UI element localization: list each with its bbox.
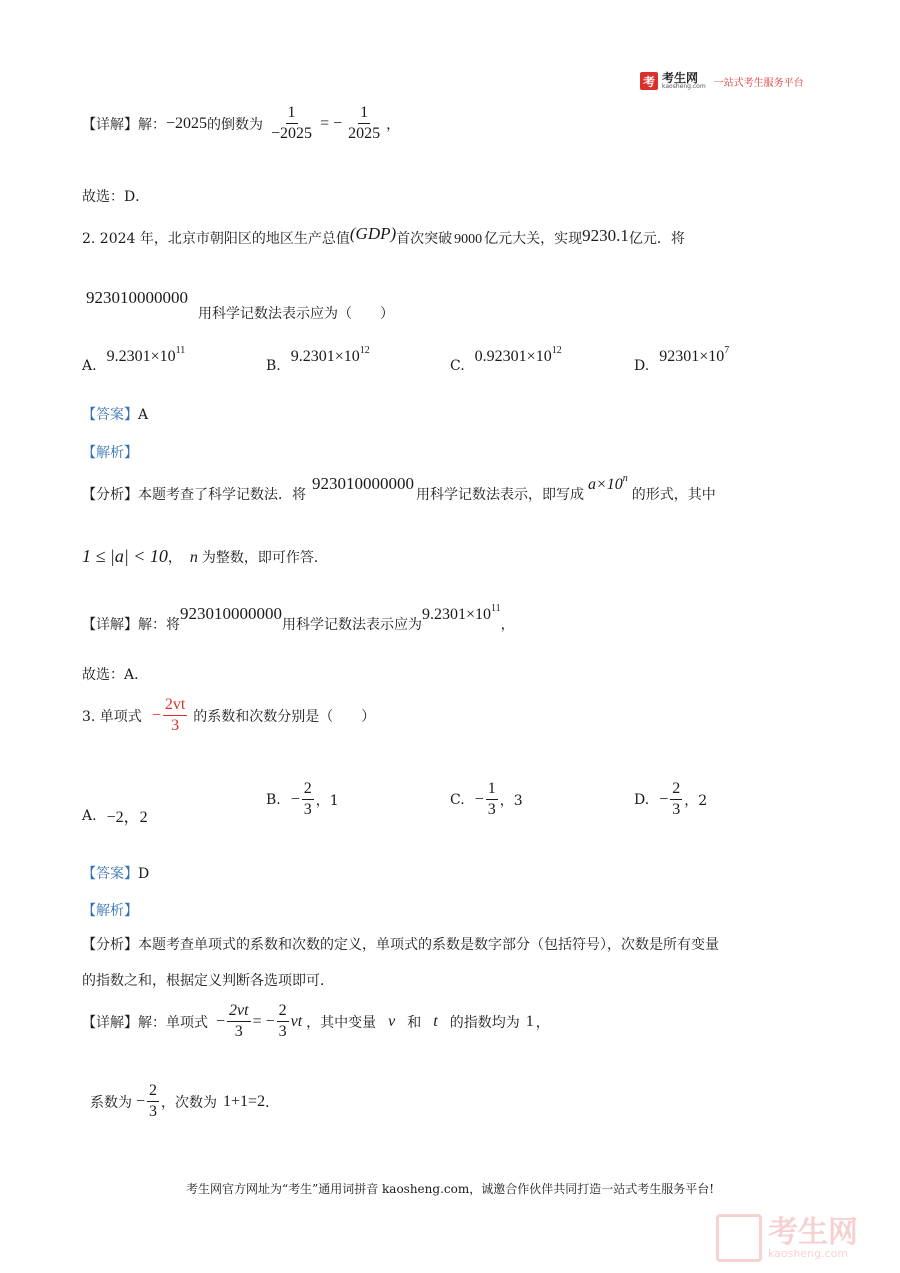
text: 亿元大关，实现 — [484, 231, 583, 247]
option-letter: D. — [634, 358, 650, 374]
option-letter: B. — [266, 791, 281, 808]
option-tail: ，3 — [499, 792, 523, 809]
q3-answer — [82, 863, 149, 883]
text: 系数为 — [90, 1094, 132, 1111]
big-number: 923010000000 — [180, 604, 282, 623]
punct: ． — [265, 1094, 280, 1111]
numerator: 1 — [286, 104, 298, 124]
fraction — [486, 780, 498, 820]
big-number: 923010000000 — [312, 474, 414, 493]
q2-detail-line — [82, 604, 515, 634]
option-letter: B. — [266, 358, 281, 374]
text: 和 — [407, 1014, 422, 1031]
numerator: 2vt — [163, 696, 187, 716]
gdp: (GDP) — [349, 224, 397, 243]
text: 用科学记数法表示应为 — [282, 617, 422, 633]
exp: 11 — [175, 345, 186, 356]
base: 9.2301×10 — [422, 606, 492, 623]
minus: − — [290, 790, 300, 808]
analysis-label: 【解析】 — [82, 903, 138, 919]
q3-coef-line — [90, 1082, 279, 1122]
text: 本题考查单项式的系数和次数的定义，单项式的系数是数字部分（包括符号），次数是所有变量 — [138, 937, 719, 953]
q3-stem-text: 3. 单项式 — [82, 708, 142, 725]
fraction — [269, 104, 314, 144]
option-letter: D. — [634, 791, 650, 808]
sci-form — [588, 473, 628, 494]
text: 的系数和次数分别是（ ） — [193, 708, 376, 725]
fraction — [147, 1082, 159, 1122]
numerator: 2 — [147, 1082, 159, 1102]
fraction — [227, 1002, 251, 1042]
fenxi-label: 【分析】 — [82, 487, 138, 503]
fraction — [346, 104, 382, 144]
minus: − — [216, 1012, 226, 1030]
q3-option-d[interactable] — [634, 780, 707, 820]
denominator: 3 — [234, 1023, 243, 1041]
text: 的指数均为 — [449, 1014, 520, 1031]
exp: n — [622, 473, 628, 484]
var-t: t — [433, 1012, 438, 1030]
option-letter: A. — [82, 807, 97, 824]
expression: 1+1=2 — [223, 1092, 266, 1110]
watermark-text — [768, 1214, 858, 1260]
var-v: v — [388, 1012, 396, 1030]
q3-fenxi-line1 — [82, 934, 719, 954]
watermark-logo-icon — [716, 1214, 762, 1262]
number: −2025 — [166, 114, 208, 132]
text: ，次数为 — [161, 1094, 218, 1111]
answer-label: 【答案】 — [82, 866, 138, 882]
q2-condition-line — [82, 546, 328, 567]
numerator: 1 — [486, 780, 498, 800]
footer-text: 考生网官方网址为“考生”通用词拼音 kaosheng.com，诚邀合作伙伴共同打造一站式考生服务平台! — [185, 1182, 715, 1196]
fraction — [670, 780, 682, 820]
number: 9000 — [454, 232, 483, 247]
option-letter: C. — [450, 791, 465, 808]
text: 本题考查了科学记数法．将 — [138, 487, 306, 503]
base: a×10 — [588, 476, 623, 493]
numerator: 2 — [670, 780, 682, 800]
punct: ， — [386, 116, 401, 133]
text: 的形式，其中 — [631, 487, 716, 503]
option-value — [290, 345, 370, 366]
text: 为整数，即可作答． — [201, 550, 328, 566]
answer-value: D — [138, 866, 150, 882]
option-value — [659, 345, 730, 366]
q3-stem — [82, 696, 375, 736]
fenxi-label: 【分析】 — [82, 937, 138, 953]
sci-result — [422, 603, 501, 624]
option-letter: A. — [82, 358, 97, 374]
q2-option-a[interactable] — [82, 345, 186, 374]
exp: 7 — [724, 345, 730, 356]
logo-wordmark — [662, 72, 706, 90]
q3-fenxi-line2: 的指数之和，根据定义判断各选项即可． — [82, 973, 334, 989]
vt: vt — [290, 1012, 303, 1030]
base: 9.2301×10 — [106, 348, 176, 365]
option-value — [474, 345, 562, 366]
option-tail: ，2 — [684, 792, 708, 809]
option-tail: ，1 — [315, 792, 339, 809]
text: 亿元．将 — [628, 231, 685, 247]
q2-stem-line1 — [82, 224, 685, 248]
punct: ， — [535, 1014, 550, 1031]
numerator: 1 — [358, 104, 370, 124]
q2-option-c[interactable] — [450, 345, 562, 374]
detail-label: 【详解】 — [82, 1014, 138, 1031]
watermark — [716, 1214, 858, 1262]
base: 0.92301×10 — [474, 348, 552, 365]
option-value: −2，2 — [106, 809, 148, 826]
q1-detail-line — [82, 104, 400, 144]
number: 1 — [525, 1012, 534, 1030]
denominator: −2025 — [271, 125, 313, 143]
punct: ， — [167, 550, 182, 566]
text: 解：单项式 — [138, 1014, 208, 1031]
text: ，其中变量 — [306, 1014, 377, 1031]
text: 的倒数为 — [207, 116, 264, 133]
denominator: 3 — [278, 1023, 287, 1041]
q2-choose: 故选：A． — [82, 667, 149, 683]
logo-en: kaosheng.com — [662, 83, 706, 90]
q3-option-a[interactable] — [82, 804, 148, 827]
text: 用科学记数法表示，即写成 — [416, 487, 584, 503]
minus: − — [136, 1092, 146, 1110]
watermark-cn: 考生网 — [768, 1214, 858, 1250]
detail-label: 【详解】 — [82, 617, 138, 633]
q2-answer — [82, 404, 148, 424]
detail-label: 【详解】 — [82, 116, 138, 133]
option-letter: C. — [450, 358, 465, 374]
q2-fenxi-line — [82, 474, 716, 504]
header-logo — [640, 72, 804, 90]
logo-mark-icon: 考 — [640, 72, 658, 90]
q3-option-b[interactable] — [266, 780, 339, 820]
q2-stem-line2: 用科学记数法表示应为（ ） — [198, 306, 394, 322]
equals: = − — [252, 1012, 275, 1030]
fraction — [277, 1002, 289, 1042]
minus: − — [659, 790, 669, 808]
answer-value: A — [138, 407, 149, 423]
q2-stem-text: 2. 2024 年，北京市朝阳区的地区生产总值 — [82, 231, 350, 247]
q2-option-b[interactable] — [266, 345, 370, 374]
punct: ， — [500, 617, 515, 633]
fraction — [163, 696, 187, 736]
inequality: 1 ≤ |a| < 10 — [82, 546, 168, 566]
denominator: 3 — [672, 801, 681, 819]
q3-detail-line — [82, 1002, 550, 1042]
denominator: 2025 — [348, 125, 381, 143]
numerator: 2vt — [227, 1002, 251, 1022]
watermark-en: kaosheng.com — [768, 1246, 849, 1260]
q3-option-c[interactable] — [450, 780, 523, 820]
number: 9230.1 — [582, 226, 629, 245]
denominator: 3 — [303, 801, 312, 819]
var-n: n — [189, 549, 198, 566]
text: 首次突破 — [396, 231, 453, 247]
exp: 12 — [551, 345, 562, 356]
exp: 11 — [491, 603, 501, 614]
base: 9.2301×10 — [290, 348, 360, 365]
answer-label: 【答案】 — [82, 407, 138, 423]
denominator: 3 — [149, 1103, 158, 1121]
minus: − — [151, 706, 161, 724]
header-slogan: 一站式考生服务平台 — [713, 77, 804, 89]
fraction — [302, 780, 314, 820]
q2-option-d[interactable] — [634, 345, 730, 374]
equals: = − — [320, 114, 343, 132]
q1-choose: 故选：D． — [82, 189, 150, 205]
numerator: 2 — [277, 1002, 289, 1022]
option-value — [106, 345, 186, 366]
denominator: 3 — [487, 801, 496, 819]
detail-intro: 解： — [138, 116, 166, 133]
denominator: 3 — [171, 717, 180, 735]
text: 解：将 — [138, 617, 180, 633]
base: 92301×10 — [659, 348, 725, 365]
exp: 12 — [359, 345, 370, 356]
minus: − — [474, 790, 484, 808]
analysis-label: 【解析】 — [82, 445, 138, 461]
big-number: 923010000000 — [86, 288, 188, 307]
numerator: 2 — [302, 780, 314, 800]
logo-cn: 考生网 — [662, 71, 699, 85]
